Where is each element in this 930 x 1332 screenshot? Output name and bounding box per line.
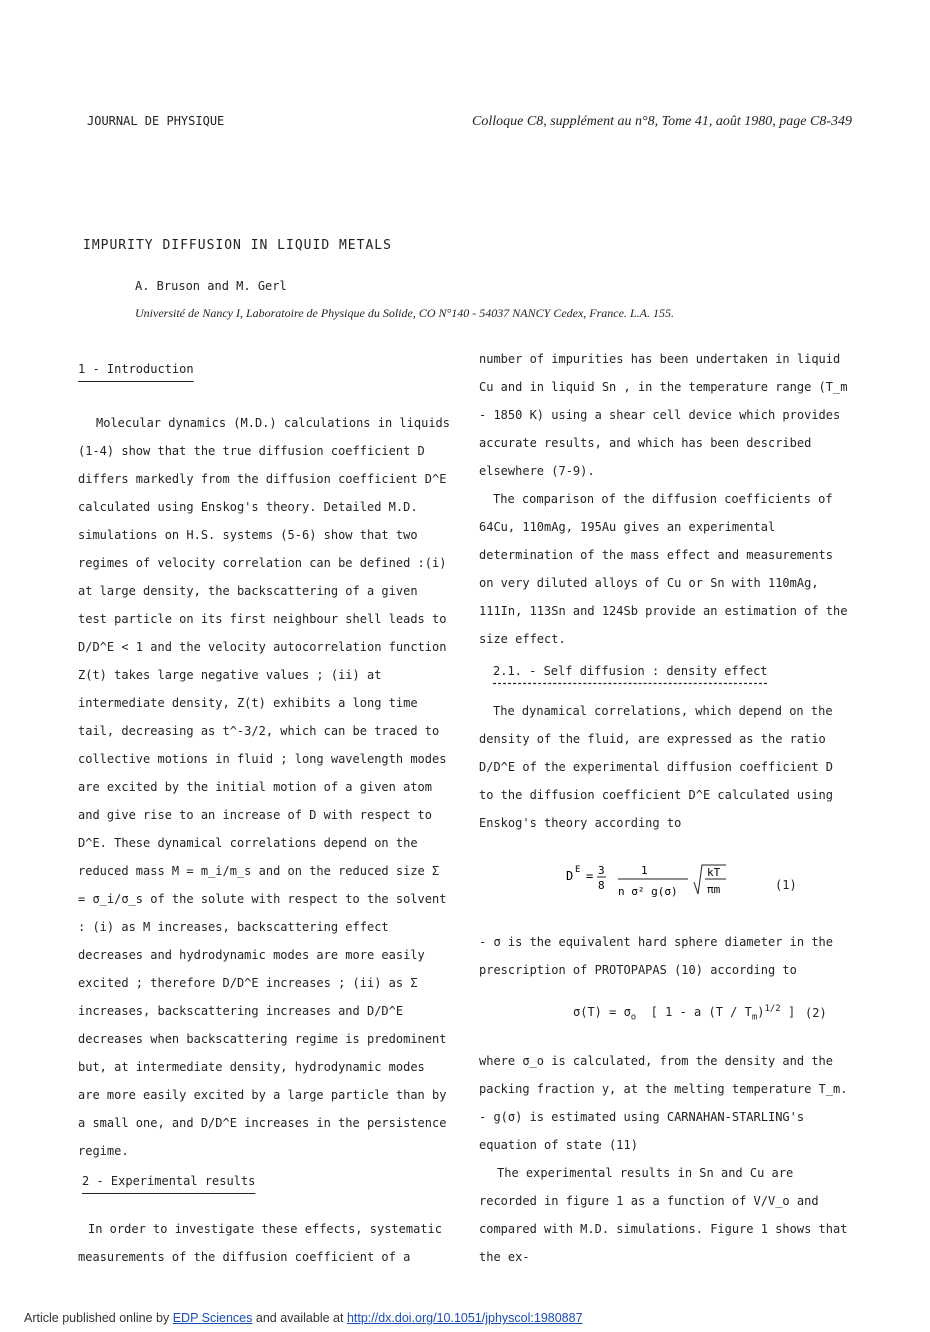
sigma-block	[479, 928, 854, 984]
svg-text:n σ² g(σ): n σ² g(σ)	[618, 885, 678, 898]
footer	[24, 1311, 583, 1325]
svg-text:1: 1	[641, 864, 648, 877]
footer-prefix: Article published online by	[24, 1311, 170, 1325]
journal-name: JOURNAL DE PHYSIQUE	[87, 114, 225, 128]
svg-text:8: 8	[598, 879, 605, 892]
results-text: The experimental results in Sn and Cu are recorded in figure 1 as a function of V/V_o and compared with M.D. simulations. Figure 1 shows that the ex-	[479, 1166, 848, 1264]
intro-text: Molecular dynamics (M.D.) calculations in liquids (1-4) show that the true diffusion coefficient D differs markedly from the diffusion coefficient D^E calculated using Enskog's theory. Detailed M.D. simulations on H.S. systems (5-6) show that two regimes of velocity correlation can be defined :(i) at large density, the backscattering of a given test particle on its first neighbour shell leads to D/D^E < 1 and the velocity autocorrelation function Z(t) takes large negative values ; (ii) at intermediate density, Z(t) exhibits a long time tail, decreasing as t^-3/2, which can be traced to collective motions in fluid ; long wavelength modes are excited by the initial motion of a given atom and give rise to an increase of D with respect to D^E. These dynamical correlations depend on the reduced mass M = m_i/m_s and on the reduced size Σ = σ_i/σ_s of the solute with respect to the solvent : (i) as M increases, backscattering effect decreases and hydrodynamic modes are more easily excited ; therefore D/D^E increases ; (ii) as Σ increases, backscattering increases and D/D^E decreases when backscattering regime is predominent but, at intermediate density, hydrodynamic modes are more easily excited by a large particle than by a small one, and D/D^E increases in the persistence regime.	[78, 416, 451, 1158]
svg-text:=: =	[586, 869, 594, 883]
sigma-text: - σ is the equivalent hard sphere diameter in the prescription of PROTOPAPAS (10) according to	[479, 935, 834, 977]
doi-link[interactable]: http://dx.doi.org/10.1051/jphyscol:1980887	[346, 1311, 583, 1325]
svg-text:kT: kT	[707, 866, 721, 879]
experimental-text-right: number of impurities has been undertaken in liquid Cu and in liquid Sn , in the temperature range (T_m - 1850 K) using a shear cell device which provides accurate results, and which has been described elsewhere (7-9).	[479, 352, 848, 478]
svg-text:3: 3	[598, 864, 605, 877]
equation-1-label: (1)	[775, 878, 797, 892]
footer-middle: and available at	[255, 1311, 344, 1325]
equation-2	[573, 1004, 795, 1022]
subsection-heading: 2.1. - Self diffusion : density effect	[493, 664, 768, 678]
where-block	[479, 1047, 854, 1271]
where-text: where σ_o is calculated, from the density and the packing fraction y, at the melting temperature T_m. - g(σ) is estimated using CARNAHAN-STARLING's equation of state (11)	[479, 1054, 848, 1152]
right-column	[479, 345, 854, 837]
equation-2-body: $\sigma(T) = \sigma_o$ [ 1 - a $(T / T_m)^{1/2}$ ]	[573, 1004, 796, 1023]
svg-text:D: D	[566, 869, 574, 883]
authors: A. Bruson and M. Gerl	[135, 279, 287, 293]
intro-heading: 1 - Introduction	[78, 362, 194, 376]
citation: Colloque C8, supplément au n°8, Tome 41, août 1980, page C8-349	[472, 114, 852, 129]
paper-title: IMPURITY DIFFUSION IN LIQUID METALS	[83, 238, 392, 253]
comparison-text: The comparison of the diffusion coefficients of 64Cu, 110mAg, 195Au gives an experimental determination of the mass effect and measurements on very diluted alloys of Cu or Sn with 110mAg, 111In, 113Sn and 124Sb provide an estimation of the size effect.	[479, 492, 848, 646]
affiliation: Université de Nancy I, Laboratoire de Physique du Solide, CO N°140 - 54037 NANCY Cedex, France. L.A. 155.	[135, 306, 674, 320]
svg-text:πm: πm	[707, 883, 721, 896]
publisher-link[interactable]: EDP Sciences	[172, 1311, 253, 1325]
equation-2-label: (2)	[805, 1006, 827, 1020]
dynamical-text: The dynamical correlations, which depend on the density of the fluid, are expressed as the ratio D/D^E of the experimental diffusion coefficient D to the diffusion coefficient D^E calculated using Enskog's theory according to	[479, 704, 834, 830]
left-column	[78, 355, 453, 1271]
svg-text:E: E	[575, 865, 581, 875]
experimental-text-left: In order to investigate these effects, systematic measurements of the diffusion coefficient of a	[78, 1222, 443, 1264]
experimental-heading: 2 - Experimental results	[82, 1174, 256, 1188]
